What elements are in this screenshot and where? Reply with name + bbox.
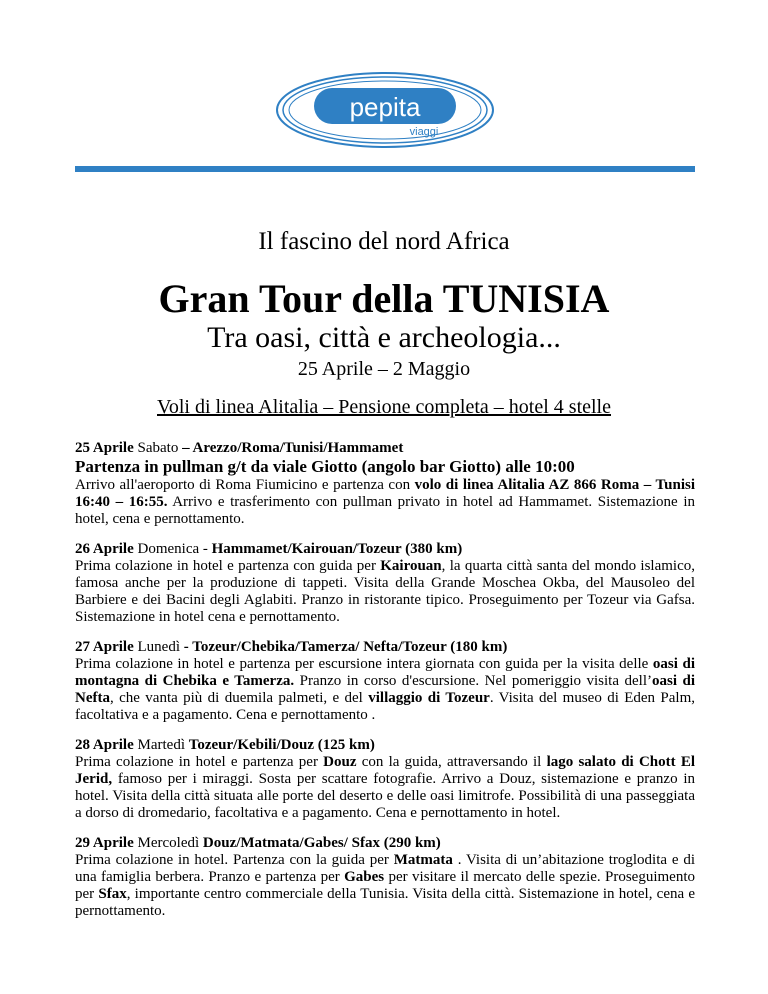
page-title: Gran Tour della TUNISIA	[158, 276, 610, 321]
day-heading: 26 Aprile Domenica - Hammamet/Kairouan/Tozeur (380 km)	[75, 541, 463, 557]
tour-dates: 25 Aprile – 2 Maggio	[297, 358, 471, 380]
day-heading: 28 Aprile Martedì Tozeur/Kebili/Douz (125 km)	[75, 737, 375, 753]
day-heading: 29 Aprile Mercoledì Douz/Matmata/Gabes/ Sfax (290 km)	[75, 835, 441, 851]
itinerary-day	[75, 835, 695, 920]
itinerary	[75, 440, 695, 933]
pepita-viaggi-logo	[274, 70, 496, 150]
day-description: Prima colazione in hotel e partenza per Douz con la guida, attraversando il lago salato di Chott El Jerid, famoso per i miraggi. Sosta per scattare fotografie. Arrivo a Douz, sistemazione e pranzo in hotel. Visita della città situata alle porte del deserto e delle oasi limitrofe. Possibilità di una passeggiata a dorso di dromedario, facoltativa e a pagamento. Cena e pernottamento in hotel.	[75, 754, 696, 821]
logo-sub: viaggi	[409, 126, 439, 138]
day-description: Prima colazione in hotel e partenza per escursione intera giornata con guida per la visita delle oasi di montagna di Chebika e Tamerza. Pranzo in corso d'escursione. Nel pomeriggio visita dell’oasi di Nefta, che vanta più di duemila palmeti, e del villaggio di Tozeur. Visita del museo di Eden Palm, facoltativa e a pagamento. Cena e pernottamento .	[75, 656, 696, 723]
day-heading: 27 Aprile Lunedì - Tozeur/Chebika/Tamerza/ Nefta/Tozeur (180 km)	[75, 639, 508, 655]
day-heading: 25 Aprile Sabato – Arezzo/Roma/Tunisi/Hammamet	[75, 440, 404, 456]
header-tagline: Tra oasi, città e archeologia...	[207, 321, 561, 354]
itinerary-day	[75, 541, 695, 626]
header-subtitle: Il fascino del nord Africa	[258, 228, 510, 255]
itinerary-day	[75, 737, 695, 822]
day-description: Prima colazione in hotel. Partenza con la guida per Matmata . Visita di un’abitazione troglodita e di una famiglia berbera. Pranzo e partenza per Gabes per visitare il mercato delle spezie. Proseguimento per Sfax, importante centro commerciale della Tunisia. Visita della città. Sistemazione in hotel, cena e pernottamento.	[75, 852, 696, 919]
departure-note: Partenza in pullman g/t da viale Giotto (angolo bar Giotto) alle 10:00	[75, 457, 575, 476]
itinerary-day	[75, 639, 695, 724]
itinerary-day	[75, 440, 695, 528]
day-description: Arrivo all'aeroporto di Roma Fiumicino e partenza con volo di linea Alitalia AZ 866 Roma – Tunisi 16:40 – 16:55. Arrivo e trasferimento con pullman privato in hotel ad Hammamet. Sistemazione in hotel, cena e pernottamento.	[75, 477, 696, 527]
logo-name: pepita	[349, 92, 421, 122]
header-rule	[75, 166, 695, 172]
tour-services: Voli di linea Alitalia – Pensione completa – hotel 4 stelle	[157, 396, 611, 418]
day-description: Prima colazione in hotel e partenza con guida per Kairouan, la quarta città santa del mondo islamico, famosa anche per la produzione di tappeti. Visita della Grande Moschea Okba, del Mausoleo del Barbiere e dei Bacini degli Aglabiti. Pranzo in ristorante tipico. Proseguimento per Tozeur via Gafsa. Sistemazione in hotel cena e pernottamento.	[75, 558, 695, 625]
